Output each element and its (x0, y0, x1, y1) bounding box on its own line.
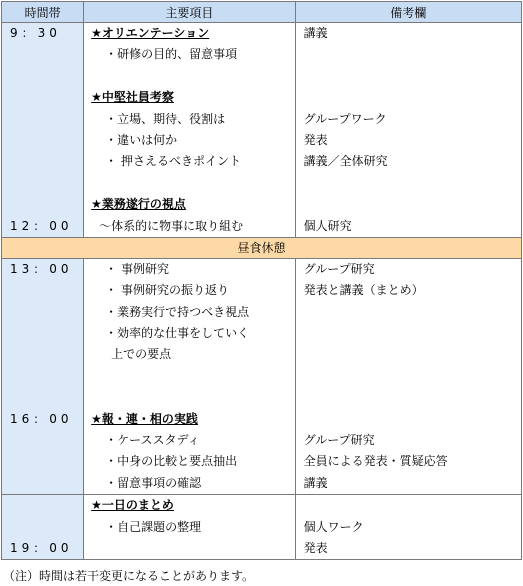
section-heading: ★一日のまとめ (91, 498, 174, 513)
main-cell-evening (84, 495, 295, 560)
list-item: ～体系的に物事に取り組む (99, 218, 244, 233)
list-item: ・ 事例研究 (105, 261, 169, 276)
note: 発表と講義（まとめ） (303, 283, 424, 298)
main-cell-morning (84, 23, 295, 238)
header-main: 主要項目 (84, 2, 295, 23)
time-end: 16：00 (10, 411, 73, 426)
section-heading: ★業務遂行の視点 (91, 197, 186, 212)
note: グループ研究 (303, 433, 375, 448)
note-cell-afternoon (295, 258, 521, 494)
time-cell-evening (2, 495, 84, 560)
time-start: 9：30 (10, 26, 61, 40)
main-cell-afternoon (84, 258, 295, 494)
note: グループ研究 (303, 261, 375, 276)
note: 講義 (303, 26, 328, 40)
session-evening (2, 495, 522, 560)
time-end: 12：00 (10, 218, 73, 233)
list-item: ・立場、期待、役割は (105, 111, 226, 126)
list-item: ・業務実行で持つべき視点 (105, 304, 250, 319)
header-note: 備考欄 (295, 2, 521, 23)
list-item: ・自己課題の整理 (105, 519, 202, 534)
list-item: ・ 押さえるべきポイント (105, 154, 241, 169)
lunch-label: 昼食休憩 (2, 237, 522, 258)
note: グループワーク (303, 111, 387, 126)
note: 発表 (303, 540, 328, 555)
section-heading: ★中堅社員考察 (91, 90, 174, 105)
list-item: ・違いは何か (105, 132, 178, 147)
header-time: 時間帯 (2, 2, 84, 23)
time-end: 19：00 (10, 540, 73, 555)
note: 個人ワーク (303, 519, 364, 534)
note: 全員による発表・質疑応答 (303, 454, 448, 469)
note: 個人研究 (303, 218, 352, 233)
time-start: 13：00 (10, 261, 73, 276)
session-afternoon (2, 258, 522, 494)
list-item: ・研修の目的、留意事項 (105, 47, 238, 62)
note: 発表 (303, 132, 328, 147)
header-row (2, 2, 522, 23)
note: 講義／全体研究 (303, 154, 388, 169)
note-cell-evening (295, 495, 521, 560)
schedule-table (1, 1, 522, 560)
list-item: ・中身の比較と要点抽出 (105, 454, 238, 469)
time-cell-afternoon (2, 258, 84, 494)
session-morning (2, 23, 522, 238)
list-item: ・ケーススタディ (105, 433, 200, 448)
section-heading: ★オリエンテーション (91, 26, 210, 40)
footnote: （注）時間は若干変更になることがあります。 (3, 569, 255, 583)
section-heading: ★報・連・相の実践 (91, 411, 198, 426)
note-cell-morning (295, 23, 521, 238)
list-item: ・留意事項の確認 (105, 475, 202, 490)
list-item: 上での要点 (111, 347, 172, 362)
time-cell-morning (2, 23, 84, 238)
list-item: ・効率的な仕事をしていく (105, 326, 250, 341)
note: 講義 (303, 475, 328, 490)
list-item: ・ 事例研究の振り返り (105, 283, 229, 298)
lunch-row (2, 237, 522, 258)
